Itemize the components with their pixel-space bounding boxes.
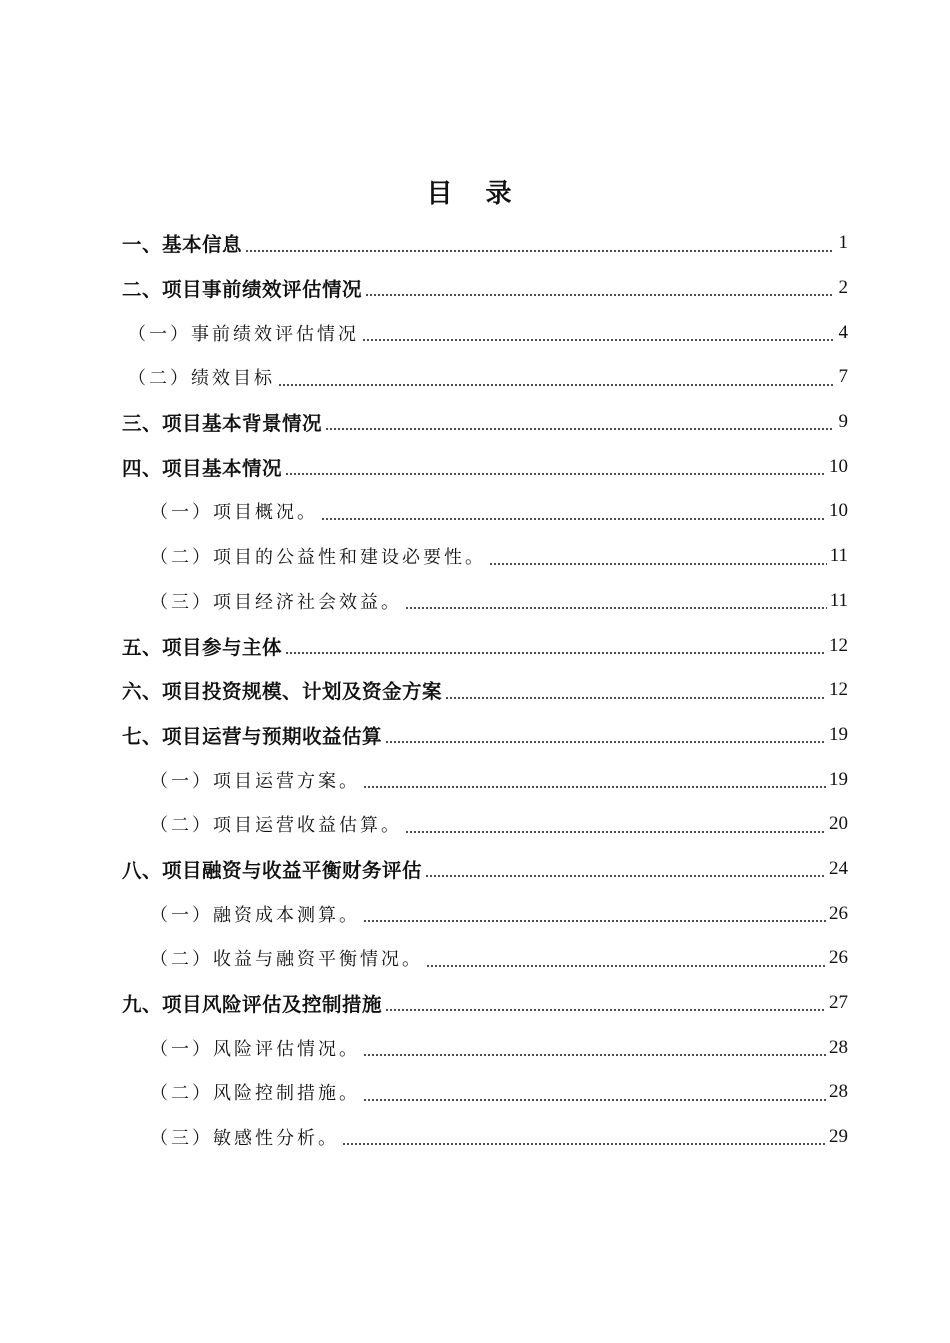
toc-entry[interactable] bbox=[122, 936, 848, 981]
toc-dot-leader bbox=[405, 607, 827, 609]
toc-list bbox=[122, 221, 848, 1159]
toc-page-number: 20 bbox=[829, 813, 848, 835]
toc-entry-label: （二）项目运营收益估算。 bbox=[150, 815, 402, 837]
toc-entry[interactable] bbox=[122, 847, 848, 892]
toc-entry-label: （二）收益与融资平衡情况。 bbox=[150, 949, 423, 971]
toc-entry-label: （二）绩效目标 bbox=[128, 368, 275, 390]
toc-dot-leader bbox=[426, 965, 826, 967]
toc-entry-label: 七、项目运营与预期收益估算 bbox=[122, 724, 383, 748]
toc-entry[interactable] bbox=[122, 981, 848, 1026]
toc-entry-label: （一）融资成本测算。 bbox=[150, 904, 360, 926]
toc-entry-label: （二）项目的公益性和建设必要性。 bbox=[150, 547, 486, 569]
toc-entry-label: （三）项目经济社会效益。 bbox=[150, 591, 402, 613]
toc-entry-label: （三）敏感性分析。 bbox=[150, 1128, 339, 1150]
toc-page-number: 11 bbox=[829, 589, 848, 611]
toc-dot-leader bbox=[385, 1009, 826, 1011]
toc-entry[interactable] bbox=[122, 444, 848, 489]
toc-dot-leader bbox=[278, 384, 833, 386]
toc-entry[interactable] bbox=[122, 802, 848, 847]
toc-entry[interactable] bbox=[122, 891, 848, 936]
toc-dot-leader bbox=[342, 1143, 826, 1145]
toc-page-number: 4 bbox=[838, 321, 848, 343]
toc-page-number: 12 bbox=[829, 634, 848, 656]
toc-page-number: 26 bbox=[829, 902, 848, 924]
toc-dot-leader bbox=[321, 518, 826, 520]
toc-dot-leader bbox=[489, 563, 827, 565]
toc-dot-leader bbox=[285, 652, 826, 654]
toc-dot-leader bbox=[325, 428, 833, 430]
toc-entry[interactable] bbox=[122, 579, 848, 624]
toc-page-number: 11 bbox=[829, 545, 848, 567]
toc-dot-leader bbox=[363, 1099, 826, 1101]
toc-entry[interactable] bbox=[122, 266, 848, 311]
toc-entry[interactable] bbox=[122, 355, 848, 400]
toc-dot-leader bbox=[365, 294, 833, 296]
toc-entry-label: （一）风险评估情况。 bbox=[150, 1038, 360, 1060]
toc-entry-label: （二）风险控制措施。 bbox=[150, 1083, 360, 1105]
toc-dot-leader bbox=[285, 473, 826, 475]
toc-dot-leader bbox=[363, 920, 826, 922]
toc-page-number: 2 bbox=[838, 277, 848, 299]
toc-entry-label: （一）事前绩效评估情况 bbox=[128, 323, 359, 345]
toc-dot-leader bbox=[245, 250, 833, 252]
toc-entry[interactable] bbox=[122, 310, 848, 355]
toc-page-number: 19 bbox=[829, 768, 848, 790]
toc-entry[interactable] bbox=[122, 668, 848, 713]
toc-page-number: 9 bbox=[838, 411, 848, 433]
toc-entry-label: 八、项目融资与收益平衡财务评估 bbox=[122, 858, 423, 882]
toc-entry-label: （一）项目运营方案。 bbox=[150, 770, 360, 792]
toc-page-number: 1 bbox=[838, 232, 848, 254]
toc-dot-leader bbox=[405, 831, 826, 833]
toc-entry[interactable] bbox=[122, 1115, 848, 1160]
toc-dot-leader bbox=[385, 741, 826, 743]
toc-entry[interactable] bbox=[122, 400, 848, 445]
toc-title: 目 录 bbox=[426, 179, 524, 209]
toc-page-number: 24 bbox=[829, 857, 848, 879]
toc-page-number: 7 bbox=[838, 366, 848, 388]
toc-entry[interactable] bbox=[122, 489, 848, 534]
toc-entry-label: 六、项目投资规模、计划及资金方案 bbox=[122, 680, 443, 704]
toc-entry[interactable] bbox=[122, 1070, 848, 1115]
toc-entry[interactable] bbox=[122, 1025, 848, 1070]
toc-entry-label: 二、项目事前绩效评估情况 bbox=[122, 278, 363, 302]
toc-entry-label: 一、基本信息 bbox=[122, 233, 243, 257]
toc-entry-label: 四、项目基本情况 bbox=[122, 456, 283, 480]
toc-entry-label: 三、项目基本背景情况 bbox=[122, 412, 323, 436]
toc-entry[interactable] bbox=[122, 534, 848, 579]
toc-dot-leader bbox=[445, 697, 826, 699]
toc-page-number: 12 bbox=[829, 679, 848, 701]
toc-entry-label: （一）项目概况。 bbox=[150, 502, 318, 524]
toc-page-number: 10 bbox=[829, 500, 848, 522]
toc-page-number: 26 bbox=[829, 947, 848, 969]
toc-dot-leader bbox=[362, 339, 833, 341]
toc-entry[interactable] bbox=[122, 221, 848, 266]
toc-page-number: 10 bbox=[829, 455, 848, 477]
toc-page-number: 28 bbox=[829, 1036, 848, 1058]
toc-entry[interactable] bbox=[122, 757, 848, 802]
toc-entry-label: 五、项目参与主体 bbox=[122, 635, 283, 659]
toc-entry[interactable] bbox=[122, 623, 848, 668]
toc-entry[interactable] bbox=[122, 713, 848, 758]
toc-page-number: 29 bbox=[829, 1126, 848, 1148]
toc-dot-leader bbox=[425, 875, 826, 877]
toc-dot-leader bbox=[363, 786, 826, 788]
toc-entry-label: 九、项目风险评估及控制措施 bbox=[122, 993, 383, 1017]
toc-dot-leader bbox=[363, 1054, 826, 1056]
toc-page-number: 27 bbox=[829, 992, 848, 1014]
toc-page-number: 28 bbox=[829, 1081, 848, 1103]
toc-page-number: 19 bbox=[829, 723, 848, 745]
